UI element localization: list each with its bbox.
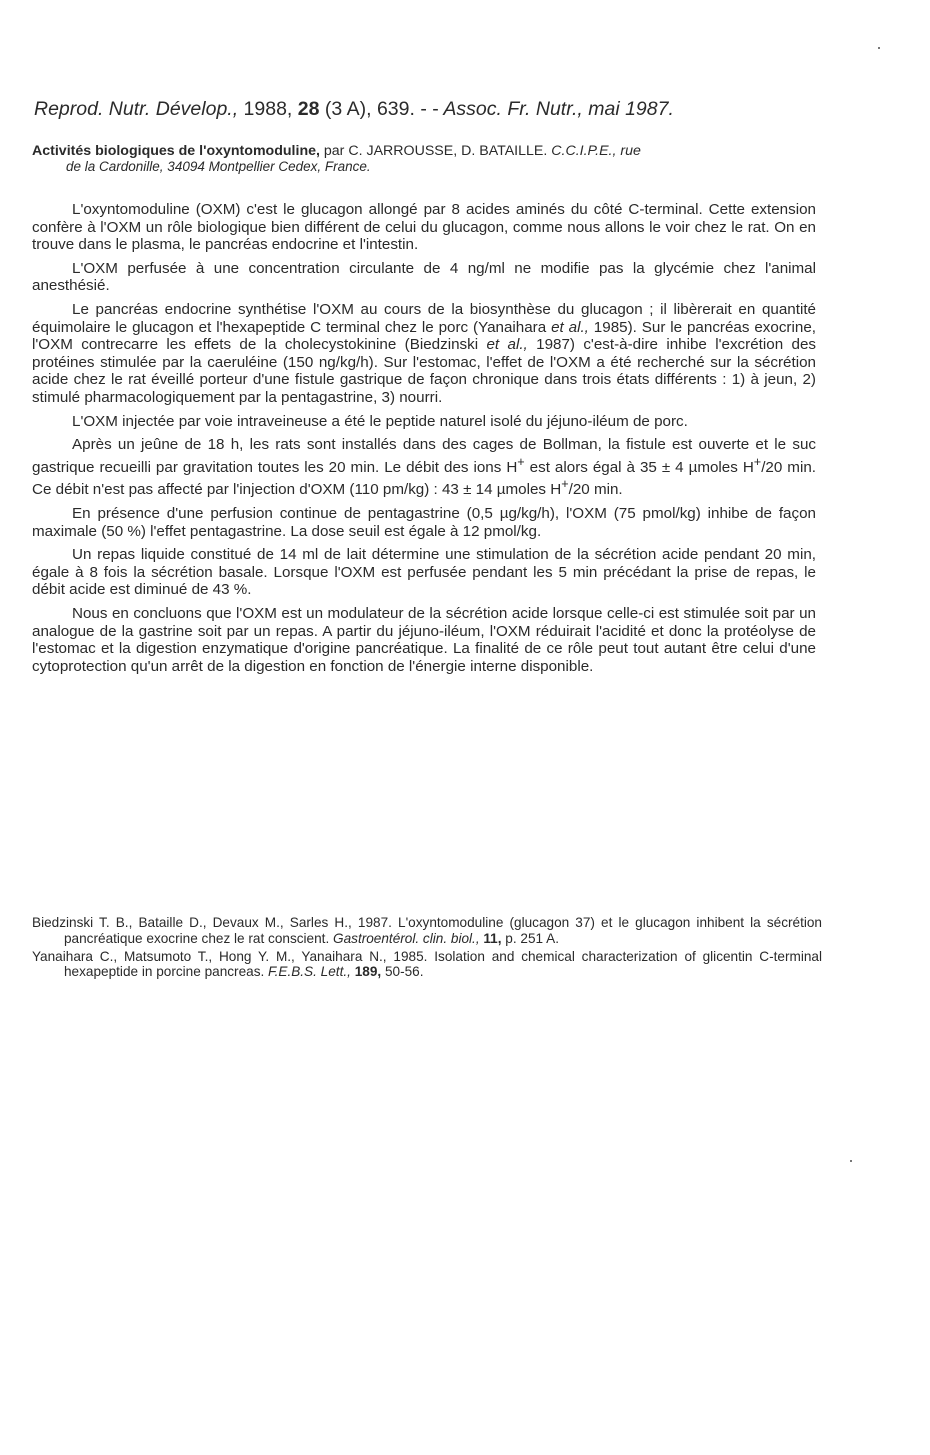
paragraph-5: [32, 436, 816, 499]
references: [32, 915, 822, 982]
association-meeting: Assoc. Fr. Nutr., mai 1987.: [443, 98, 674, 120]
ref-authors: Biedzinski T. B., Bataille D., Devaux M., Sarles H., 1987.: [32, 915, 392, 930]
ref-journal: F.E.B.S. Lett.,: [268, 964, 351, 980]
ref-pages: p. 251 A.: [501, 930, 559, 946]
by-word: par: [323, 143, 345, 159]
text-run: Le pancréas endocrine synthétise l'OXM au cours de la biosynthèse du glucagon ; il libèrerait en quantité équimolaire le glucagon et l'hexapeptide C terminal chez le porc (Yanaihara: [32, 300, 816, 336]
journal-volume: 28: [297, 98, 320, 120]
text-run: /20 min. Ce débit n'est pas affecté par l'injection d'OXM (110 pm/kg) : 43 ± 14 µmoles H: [32, 458, 816, 499]
affiliation-address: de la Cardonille, 34094 Montpellier Cedex, France.: [66, 159, 371, 174]
superscript: +: [517, 454, 525, 469]
ref-authors: Yanaihara C., Matsumoto T., Hong Y. M., Yanaihara N., 1985.: [32, 948, 428, 964]
paragraph-1: L'oxyntomoduline (OXM) c'est le glucagon allongé par 8 acides aminés du côté C-terminal. Cette extension confère à l'OXM un rôle biologique bien différent de celui du glucagon, comme nous allons le voir chez le rat. On en trouve dans le plasma, le pancréas endocrine et l'intestin.: [32, 201, 816, 254]
article-body: [32, 201, 816, 675]
superscript: +: [561, 477, 569, 492]
paragraph-2: L'OXM perfusée à une concentration circulante de 4 ng/ml ne modifie pas la glycémie chez l'animal anesthésié.: [32, 259, 816, 295]
scan-speck: [850, 1160, 852, 1162]
paragraph-3: [32, 301, 816, 407]
text-run: est alors égal à 35 ± 4 µmoles H: [524, 458, 754, 476]
ref-title: Isolation and chemical characterization of glicentin C-terminal hexapeptide in porcine pancreas.: [64, 948, 822, 980]
ref-volume: 189,: [354, 964, 382, 980]
article-heading: [32, 143, 822, 175]
header-separator: - -: [420, 98, 439, 120]
journal-page: 639.: [376, 98, 415, 120]
journal-issue: (3 A),: [324, 98, 372, 120]
et-al: et al.,: [551, 318, 589, 336]
paragraph-7: Un repas liquide constitué de 14 ml de lait détermine une stimulation de la sécrétion acide pendant 20 min, égale à 8 fois la sécrétion basale. Lorsque l'OXM est perfusée pendant les 5 min précédant la prise de repas, le débit acide est diminué de 43 %.: [32, 546, 816, 599]
ref-journal: Gastroentérol. clin. biol.,: [333, 930, 480, 946]
institution: C.C.I.P.E.,: [551, 143, 617, 159]
article-title: Activités biologiques de l'oxyntomoduline,: [32, 143, 320, 159]
journal-header: [34, 98, 854, 121]
reference-item: [32, 949, 822, 981]
text-run: 1985). Sur le pancréas exocrine, l'OXM contrecarre les effets de la cholecystokinine (Biedzinski: [32, 318, 816, 354]
superscript: +: [753, 454, 762, 469]
scan-speck: [878, 47, 880, 49]
paragraph-4: L'OXM injectée par voie intraveineuse a été le peptide naturel isolé du jéjuno-iléum de porc.: [72, 412, 688, 430]
journal-year: 1988,: [243, 98, 293, 120]
text-run: /20 min.: [568, 481, 623, 499]
text-run: 1987) c'est-à-dire inhibe l'excrétion des protéines stimulée par la caeruléine (150 ng/kg/h). Sur l'estomac, l'effet de l'OXM a été recherché sur la sécrétion acide chez le rat éveillé porteur d'une fistule gastrique de façon chronique dans trois états différents : 1) à jeun, 2) stimulé pharmacologiquement par la pentagastrine, 3) nourri.: [32, 336, 816, 406]
et-al: et al.,: [486, 336, 528, 354]
ref-pages: 50-56.: [381, 964, 424, 980]
reference-item: [32, 915, 822, 947]
article-authors: C. JARROUSSE, D. BATAILLE.: [348, 143, 548, 159]
journal-name: Reprod. Nutr. Dévelop.,: [34, 98, 239, 120]
paragraph-6: En présence d'une perfusion continue de pentagastrine (0,5 µg/kg/h), l'OXM (75 pmol/kg) inhibe de façon maximale (50 %) l'effet pentagastrine. La dose seuil est égale à 12 pmol/kg.: [32, 505, 816, 540]
ref-title: L'oxyntomoduline (glucagon 37) et le glucagon inhibent la sécrétion pancréatique exocrine chez le rat conscient.: [64, 915, 822, 946]
text-run: Après un jeûne de 18 h, les rats sont installés dans des cages de Bollman, la fistule est ouverte et le suc gastrique recueilli par gravitation toutes les 20 min. Le débit des ions H: [32, 436, 816, 476]
paragraph-8: Nous en concluons que l'OXM est un modulateur de la sécrétion acide lorsque celle-ci est stimulée soit par un analogue de la gastrine soit par un repas. A partir du jéjuno-iléum, l'OXM réduirait l'acidité et donc la protéolyse de l'estomac et la digestion enzymatique d'origine pancréatique. La finalité de ce rôle peut tout autant être celui d'une cytoprotection qu'un arrêt de la digestion en fonction de l'énergie interne disponible.: [32, 605, 816, 675]
ref-volume: 11,: [483, 930, 502, 946]
street-prefix: rue: [620, 143, 641, 159]
